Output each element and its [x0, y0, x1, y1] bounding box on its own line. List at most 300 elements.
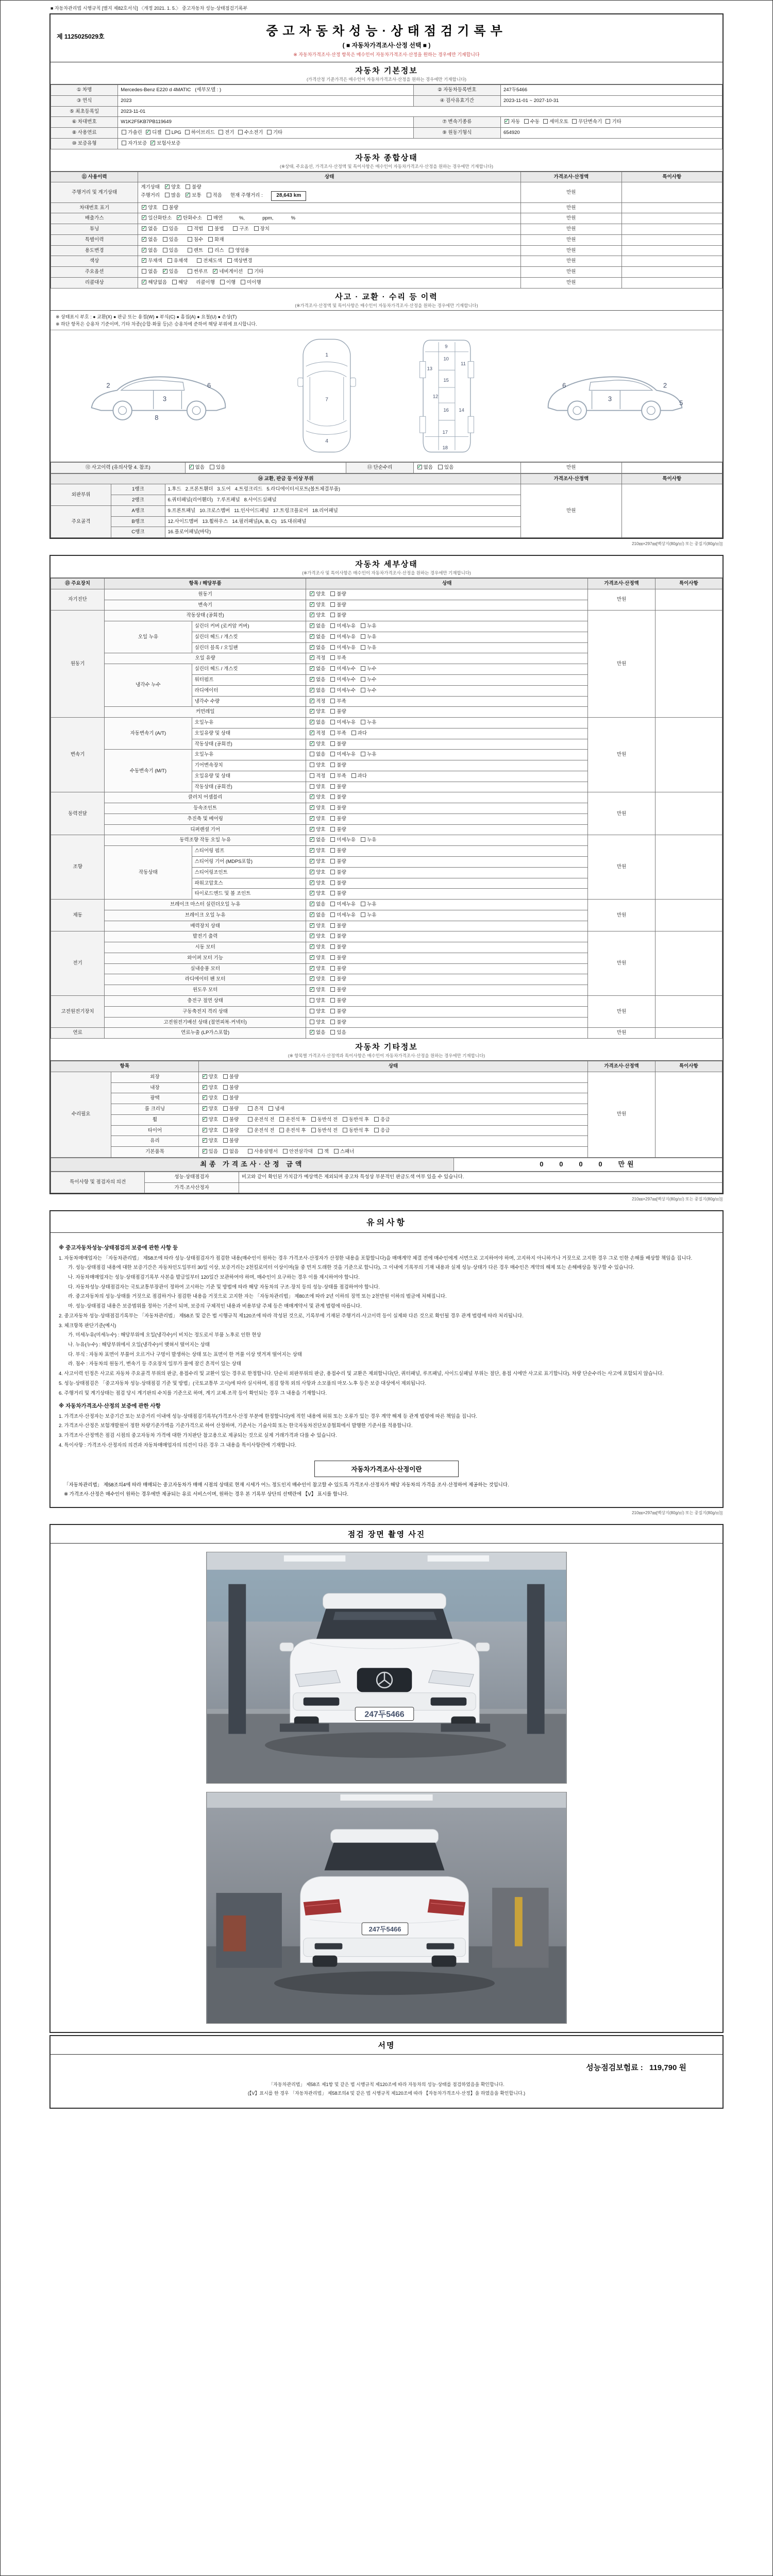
checkbox-checked-icon[interactable] — [310, 976, 314, 981]
notice-item: 6. 주행거리 및 계기상태는 점검 당시 계기판의 수치를 기준으로 하며, 계기 교체·조작 등이 확인되는 경우 그 내용을 기재합니다. — [59, 1390, 327, 1396]
status-cell[interactable]: ✓ 양호 불량 — [306, 739, 588, 750]
cell: 워터펌프 — [192, 675, 306, 686]
status-cell[interactable]: ✓ 없음 있음 렌트 리스 영업용 — [138, 245, 521, 256]
checkbox-icon[interactable] — [361, 720, 365, 724]
checkbox-icon[interactable] — [163, 205, 167, 210]
status-cell[interactable]: ✓ 없음 미세누유 누유 — [306, 835, 588, 846]
notice-heading: ※ 자동차가격조사·산정의 보증에 관한 사항 — [59, 1403, 161, 1410]
status-cell[interactable]: ✓ 양호 불량 — [306, 963, 588, 974]
status-cell[interactable]: ✓ 없음 미세누수 누수 — [306, 675, 588, 686]
status-cell[interactable]: 양호 불량 — [306, 782, 588, 792]
status-cell[interactable]: ✓ 양호 불량 — [306, 814, 588, 824]
status-cell[interactable]: 없음 미세누유 누유 — [306, 750, 588, 760]
checkbox-icon[interactable] — [330, 645, 335, 650]
checkbox-icon[interactable] — [163, 237, 167, 242]
checkbox-icon[interactable] — [188, 248, 192, 252]
checkbox-icon[interactable] — [330, 602, 335, 607]
checkbox-checked-icon[interactable] — [186, 193, 190, 197]
status-cell[interactable]: 양호 불량 — [306, 760, 588, 771]
checkbox-icon[interactable] — [330, 623, 335, 628]
checkbox-checked-icon[interactable] — [310, 955, 314, 960]
status-cell[interactable]: ✓ 양호 불량 — [306, 589, 588, 600]
cell — [621, 234, 722, 245]
checkbox-icon[interactable] — [361, 634, 365, 639]
checkbox-icon[interactable] — [210, 465, 214, 469]
status-cell[interactable]: ✓ 양호 불량 — [306, 878, 588, 889]
status-cell[interactable]: 없음 ✓있음 썬루프 ✓네비게이션 기타 — [138, 267, 521, 278]
checkbox-icon[interactable] — [330, 688, 335, 692]
checkbox-icon[interactable] — [330, 794, 335, 799]
checkbox-icon[interactable] — [248, 1149, 253, 1154]
checkbox-icon[interactable] — [330, 827, 335, 832]
checkbox-checked-icon[interactable] — [142, 205, 146, 210]
checkbox-checked-icon[interactable] — [189, 465, 194, 469]
checkbox-icon[interactable] — [165, 193, 170, 197]
checkbox-icon[interactable] — [223, 1128, 228, 1132]
notice-item: 다. 부식 : 자동차 표면이 부풀어 오르거나 구멍이 발생하는 상태 또는 표면이 한 꺼풀 이상 벗겨져 떨어지는 상태 — [68, 1351, 302, 1358]
checkbox-checked-icon[interactable] — [310, 720, 314, 724]
checkbox-icon[interactable] — [310, 998, 314, 1003]
checkbox-checked-icon[interactable] — [203, 1128, 207, 1132]
section-header-etc — [51, 1039, 722, 1061]
status-cell[interactable]: ✓ 없음 있음 — [413, 462, 520, 473]
cell: 타이로드엔드 및 볼 조인트 — [192, 889, 306, 900]
checkbox-checked-icon[interactable] — [146, 130, 150, 134]
checkbox-icon[interactable] — [330, 1009, 335, 1013]
status-cell[interactable]: ✓ 적정 부족 — [306, 653, 588, 664]
checkbox-checked-icon[interactable] — [310, 870, 314, 874]
checkbox-icon[interactable] — [361, 645, 365, 650]
checkbox-icon[interactable] — [207, 193, 211, 197]
status-cell[interactable]: ✓ 양호 불량 — [198, 1072, 588, 1082]
checkbox-checked-icon[interactable] — [310, 731, 314, 735]
checkbox-icon[interactable] — [311, 1128, 316, 1132]
checkbox-icon[interactable] — [351, 773, 356, 778]
checkbox-checked-icon[interactable] — [310, 880, 314, 885]
checkbox-icon[interactable] — [330, 848, 335, 853]
checkbox-checked-icon[interactable] — [310, 816, 314, 821]
checkbox-checked-icon[interactable] — [142, 237, 146, 242]
cell: 발전기 출력 — [105, 931, 306, 942]
status-cell[interactable]: ✓ 양호 불량 — [306, 600, 588, 611]
cell: 원동기 — [51, 611, 105, 718]
checkbox-icon[interactable] — [374, 1128, 379, 1132]
status-cell[interactable]: ✓ 없음 미세누수 누수 — [306, 685, 588, 696]
checkbox-icon[interactable] — [248, 1117, 253, 1122]
section-title-overall: 자동차 종합상태 — [355, 153, 418, 162]
checkbox-checked-icon[interactable] — [203, 1074, 207, 1079]
checkbox-icon[interactable] — [223, 1085, 228, 1090]
checkbox-icon[interactable] — [330, 976, 335, 981]
checkbox-icon[interactable] — [254, 226, 259, 231]
checkbox-checked-icon[interactable] — [163, 269, 167, 274]
status-cell[interactable]: ✓ 양호 불량 — [306, 803, 588, 814]
status-cell[interactable]: ✓ 없음 미세누유 누유 — [306, 718, 588, 728]
checkbox-checked-icon[interactable] — [142, 226, 146, 231]
checkbox-icon[interactable] — [524, 119, 529, 124]
checkbox-checked-icon[interactable] — [310, 934, 314, 938]
checkbox-checked-icon[interactable] — [310, 602, 314, 607]
checkbox-checked-icon[interactable] — [310, 944, 314, 949]
checkbox-checked-icon[interactable] — [203, 1095, 207, 1100]
checkbox-checked-icon[interactable] — [310, 837, 314, 842]
cell: 실린더 커버 (로커암 커버) — [192, 621, 306, 632]
checkbox-icon[interactable] — [188, 226, 192, 231]
cell: 수동변속기 (M/T) — [105, 750, 192, 792]
cell: 최종 가격조사·산정 금액 — [51, 1158, 454, 1171]
checkbox-checked-icon[interactable] — [142, 258, 146, 263]
section-title-sign: 서명 — [378, 2041, 395, 2050]
checkbox-checked-icon[interactable] — [177, 215, 181, 220]
lift-arm-left — [280, 1723, 329, 1732]
checkbox-icon[interactable] — [330, 731, 335, 735]
status-cell[interactable]: ✓ 양호 불량 — [306, 953, 588, 963]
checkbox-checked-icon[interactable] — [310, 623, 314, 628]
cell: 특이사항 — [655, 1061, 722, 1072]
checkbox-icon[interactable] — [318, 1149, 323, 1154]
checkbox-icon[interactable] — [188, 269, 192, 274]
checkbox-icon[interactable] — [142, 269, 146, 274]
status-cell[interactable]: ✓ 있음 없음 사용설명서 안전삼각대 잭 스패너 — [198, 1147, 588, 1158]
overall-condition — [51, 172, 722, 289]
checkbox-icon[interactable] — [208, 237, 213, 242]
checkbox-icon[interactable] — [220, 280, 225, 284]
checkbox-checked-icon[interactable] — [203, 1117, 207, 1122]
status-cell[interactable]: 계기상태 ✓양호 불량 주행거리 많음 ✓보통 적음 현재 주행거리 : 28,643 km — [138, 182, 521, 202]
checkbox-checked-icon[interactable] — [310, 699, 314, 703]
status-cell[interactable]: ✓ 양호 불량 — [306, 867, 588, 878]
checkbox-icon[interactable] — [186, 184, 190, 189]
checkbox-checked-icon[interactable] — [142, 248, 146, 252]
cell: 만원 — [588, 931, 655, 996]
status-cell[interactable]: ✓ 적정 부족 — [306, 696, 588, 707]
checkbox-icon[interactable] — [330, 773, 335, 778]
section-header-detail — [51, 556, 722, 578]
cell — [655, 1028, 722, 1039]
checkbox-checked-icon[interactable] — [310, 923, 314, 928]
status-cell[interactable]: ✓ 양호 불량 — [198, 1093, 588, 1104]
checkbox-checked-icon[interactable] — [165, 184, 170, 189]
checkbox-icon[interactable] — [330, 902, 335, 906]
status-cell[interactable]: ✓ 양호 불량 — [306, 942, 588, 953]
status-cell[interactable]: ✓ 없음 미세누유 누유 — [306, 621, 588, 632]
checkbox-icon[interactable] — [167, 258, 172, 263]
checkbox-icon[interactable] — [361, 837, 365, 842]
checkbox-icon[interactable] — [330, 591, 335, 596]
checkbox-icon[interactable] — [330, 859, 335, 863]
checkbox-checked-icon[interactable] — [310, 805, 314, 810]
checkbox-icon[interactable] — [268, 1106, 273, 1111]
checkbox-checked-icon[interactable] — [310, 859, 314, 863]
checkbox-checked-icon[interactable] — [310, 677, 314, 682]
checkbox-icon[interactable] — [343, 1117, 347, 1122]
checkbox-icon[interactable] — [310, 1020, 314, 1024]
checkbox-icon[interactable] — [267, 130, 272, 134]
status-cell[interactable]: ✓ 없음 미세누유 누유 — [306, 900, 588, 910]
checkbox-icon[interactable] — [310, 762, 314, 767]
checkbox-checked-icon[interactable] — [310, 709, 314, 714]
checkbox-icon[interactable] — [330, 784, 335, 789]
cell — [655, 900, 722, 931]
checkbox-icon[interactable] — [233, 226, 238, 231]
status-cell[interactable]: ✓ 없음 미세누수 누수 — [306, 664, 588, 675]
diagram-number: 6 — [207, 381, 211, 389]
checkbox-icon[interactable] — [330, 762, 335, 767]
status-cell[interactable]: ✓ 양호 불량 — [306, 792, 588, 803]
checkbox-icon[interactable] — [122, 130, 126, 134]
checkbox-checked-icon[interactable] — [310, 1030, 314, 1035]
checkbox-icon[interactable] — [361, 677, 365, 682]
checkbox-icon[interactable] — [330, 699, 335, 703]
checkbox-checked-icon[interactable] — [310, 912, 314, 917]
checkbox-icon[interactable] — [330, 891, 335, 895]
section-title-photos: 점검 장면 촬영 사진 — [347, 1530, 426, 1539]
cell: 만원 — [588, 611, 655, 718]
checkbox-icon[interactable] — [283, 1149, 288, 1154]
checkbox-icon[interactable] — [330, 805, 335, 810]
checkbox-checked-icon[interactable] — [310, 634, 314, 639]
checkbox-icon[interactable] — [330, 837, 335, 842]
checkbox-icon[interactable] — [330, 634, 335, 639]
status-cell[interactable]: ✓ 양호 불량 — [306, 707, 588, 718]
checkbox-checked-icon[interactable] — [310, 891, 314, 895]
checkbox-checked-icon[interactable] — [310, 666, 314, 671]
notice-body — [51, 1233, 722, 1453]
status-cell[interactable]: ✓ 없음 있음 — [306, 1028, 588, 1039]
cell: 만원 — [521, 245, 621, 256]
checkbox-icon[interactable] — [208, 226, 213, 231]
checkbox-icon[interactable] — [310, 784, 314, 789]
status-cell[interactable]: ✓ 없음 있음 — [185, 462, 346, 473]
checkbox-icon[interactable] — [343, 1128, 347, 1132]
status-cell[interactable]: ✓ 양호 불량 — [138, 202, 521, 213]
inspection-photo-rear — [206, 1792, 567, 2024]
checkbox-icon[interactable] — [279, 1128, 284, 1132]
cell: 수리필요 — [51, 1072, 111, 1157]
checkbox-icon[interactable] — [606, 119, 610, 124]
checkbox-icon[interactable] — [361, 912, 365, 917]
cell: 외판부위 — [51, 484, 111, 506]
status-cell[interactable]: ✓ 양호 불량 — [306, 846, 588, 857]
checkbox-icon[interactable] — [330, 720, 335, 724]
checkbox-checked-icon[interactable] — [310, 688, 314, 692]
checkbox-icon[interactable] — [219, 130, 223, 134]
checkbox-icon[interactable] — [351, 731, 356, 735]
diagram-number: 5 — [679, 399, 683, 407]
status-cell[interactable]: ✓ 양호 불량 — [306, 611, 588, 621]
status-cell[interactable]: ✓ 양호 불량 — [198, 1082, 588, 1093]
status-cell[interactable]: 가솔린 ✓디젤 LPG 하이브리드 전기 수소전기 기타 — [118, 128, 413, 139]
checkbox-icon[interactable] — [227, 258, 232, 263]
status-cell[interactable]: 양호 불량 — [306, 1017, 588, 1028]
checkbox-icon[interactable] — [330, 1020, 335, 1024]
status-cell[interactable]: ✓ 양호 불량 — [306, 921, 588, 931]
status-cell[interactable]: ✓ 양호 불량 — [198, 1136, 588, 1147]
checkbox-icon[interactable] — [330, 655, 335, 660]
checkbox-icon[interactable] — [334, 1149, 339, 1154]
checkbox-icon[interactable] — [543, 119, 548, 124]
checkbox-checked-icon[interactable] — [310, 794, 314, 799]
checkbox-icon[interactable] — [172, 280, 177, 284]
checkbox-icon[interactable] — [330, 987, 335, 992]
checkbox-icon[interactable] — [361, 902, 365, 906]
checkbox-icon[interactable] — [310, 752, 314, 756]
status-cell[interactable]: ✓ 양호 불량 흔적 냄새 — [198, 1104, 588, 1115]
cell: 냉각수 수량 — [192, 696, 306, 707]
status-cell[interactable]: ✓ 양호 불량 — [306, 889, 588, 900]
status-cell[interactable]: ✓ 없음 미세누유 누유 — [306, 910, 588, 921]
notice-item: 1. 가격조사·산정자는 보증기간 또는 보증거리 이내에 성능·상태점검기록부(가격조사·산정 부분에 한정합니다)에 적힌 내용에 허위 또는 오류가 있는 경우 계약 해제 등 관계 법령에 따른 책임을 집니다. — [59, 1413, 478, 1419]
checkbox-checked-icon[interactable] — [310, 645, 314, 650]
checkbox-checked-icon[interactable] — [417, 465, 422, 469]
section-header-basic — [51, 62, 722, 84]
checkbox-icon[interactable] — [330, 912, 335, 917]
status-cell[interactable]: ✓ 양호 불량 — [306, 857, 588, 868]
checkbox-icon[interactable] — [330, 709, 335, 714]
checkbox-icon[interactable] — [330, 741, 335, 746]
checkbox-icon[interactable] — [248, 1106, 253, 1111]
checkbox-icon[interactable] — [361, 752, 365, 756]
checkbox-checked-icon[interactable] — [203, 1106, 207, 1111]
checkbox-icon[interactable] — [248, 269, 253, 274]
notice-item: 다. 자동차성능·상태점검자는 국토교통부장관이 정하여 고시하는 기준 및 방법에 따라 해당 자동차의 구조·장치 등의 성능·상태를 점검하여야 합니다. — [68, 1284, 380, 1290]
checkbox-icon[interactable] — [163, 226, 167, 231]
checkbox-icon[interactable] — [330, 955, 335, 960]
status-cell[interactable]: ✓ 없음 있음 적법 불법 구조 장치 — [138, 224, 521, 235]
checkbox-checked-icon[interactable] — [310, 966, 314, 971]
checkbox-icon[interactable] — [330, 870, 335, 874]
checkbox-icon[interactable] — [438, 465, 443, 469]
checkbox-icon[interactable] — [361, 666, 365, 671]
checkbox-icon[interactable] — [238, 130, 243, 134]
document-number: 제 1125025029호 — [57, 33, 105, 40]
cell: 자동변속기 (A/T) — [105, 718, 192, 750]
checkbox-icon[interactable] — [223, 1149, 228, 1154]
detail-condition — [51, 578, 722, 1039]
checkbox-checked-icon[interactable] — [505, 119, 509, 124]
checkbox-checked-icon[interactable] — [310, 902, 314, 906]
checkbox-checked-icon[interactable] — [310, 848, 314, 853]
status-cell[interactable]: 양호 불량 — [306, 995, 588, 1006]
checkbox-icon[interactable] — [241, 280, 245, 284]
status-cell[interactable]: ✓ 양호 불량 — [306, 985, 588, 996]
checkbox-icon[interactable] — [330, 880, 335, 885]
checkbox-checked-icon[interactable] — [142, 215, 146, 220]
cell: 654920 — [500, 128, 722, 139]
checkbox-checked-icon[interactable] — [150, 141, 155, 145]
cell: ③ 연식 — [51, 95, 118, 106]
checkbox-icon[interactable] — [165, 130, 170, 134]
checkbox-icon[interactable] — [330, 752, 335, 756]
checkbox-checked-icon[interactable] — [310, 591, 314, 596]
status-cell[interactable]: 자가보증 ✓보험사보증 — [118, 138, 722, 149]
checkbox-checked-icon[interactable] — [203, 1085, 207, 1090]
status-cell[interactable]: ✓ 해당없음 해당 리콜이행 이행 미이행 — [138, 277, 521, 288]
checkbox-icon[interactable] — [197, 258, 201, 263]
status-cell[interactable]: ✓ 없음 미세누유 누유 — [306, 632, 588, 642]
status-cell[interactable]: 양호 불량 — [306, 1006, 588, 1017]
checkbox-icon[interactable] — [330, 966, 335, 971]
checkbox-checked-icon[interactable] — [213, 269, 217, 274]
status-cell[interactable]: ✓ 양호 불량 운전석 전 운전석 후 동반석 전 동반석 후 응급 — [198, 1114, 588, 1125]
checkbox-icon[interactable] — [374, 1117, 379, 1122]
status-cell[interactable]: 적정 부족 과다 — [306, 771, 588, 782]
status-cell[interactable]: ✓ 없음 있음 침수 화재 — [138, 234, 521, 245]
checkbox-icon[interactable] — [361, 688, 365, 692]
status-cell[interactable]: ✓ 양호 불량 — [306, 974, 588, 985]
status-cell[interactable]: ✓ 양호 불량 — [306, 931, 588, 942]
checkbox-icon[interactable] — [223, 1138, 228, 1143]
document-page — [49, 1, 724, 2109]
checkbox-icon[interactable] — [330, 666, 335, 671]
checkbox-icon[interactable] — [330, 1030, 335, 1035]
status-cell[interactable]: ✓ 양호 불량 — [306, 824, 588, 835]
checkbox-icon[interactable] — [188, 237, 192, 242]
checkbox-checked-icon[interactable] — [203, 1149, 207, 1154]
status-cell[interactable]: ✓ 무채색 유채색 전체도색 색상변경 — [138, 256, 521, 267]
checkbox-icon[interactable] — [163, 248, 167, 252]
document-header — [51, 14, 722, 62]
checkbox-icon[interactable] — [248, 1128, 253, 1132]
checkbox-icon[interactable] — [223, 1074, 228, 1079]
checkbox-icon[interactable] — [330, 944, 335, 949]
checkbox-icon[interactable] — [361, 623, 365, 628]
cell: 만원 — [588, 1072, 655, 1157]
checkbox-icon[interactable] — [310, 773, 314, 778]
checkbox-icon[interactable] — [207, 215, 212, 220]
inspection-insurance-fee — [51, 2055, 722, 2076]
checkbox-icon[interactable] — [311, 1117, 316, 1122]
status-cell[interactable]: ✓ 자동 수동 세미오토 무단변속기 기타 — [500, 117, 722, 128]
checkbox-icon[interactable] — [279, 1117, 284, 1122]
checkbox-icon[interactable] — [185, 130, 190, 134]
checkbox-icon[interactable] — [330, 677, 335, 682]
section-note-overall: (※상태, 주요옵션, 가격조사·산정액 및 특이사항은 매수인이 자동차가격조사·산정을 원하는 경우에만 기재합니다) — [280, 163, 493, 169]
checkbox-icon[interactable] — [330, 934, 335, 938]
checkbox-checked-icon[interactable] — [203, 1138, 207, 1143]
checkbox-checked-icon[interactable] — [310, 655, 314, 660]
section-title-detail: 자동차 세부상태 — [355, 560, 418, 569]
checkbox-icon[interactable] — [223, 1117, 228, 1122]
checkbox-checked-icon[interactable] — [310, 741, 314, 746]
cell: ⑫ 사고이력 (유의사항 4. 참조) — [51, 462, 186, 473]
section-header-accident — [51, 289, 722, 311]
checkbox-icon[interactable] — [208, 248, 213, 252]
status-cell[interactable]: ✓ 없음 미세누유 누유 — [306, 642, 588, 653]
checkbox-icon[interactable] — [330, 923, 335, 928]
checkbox-checked-icon[interactable] — [310, 987, 314, 992]
status-cell[interactable]: ✓ 양호 불량 운전석 전 운전석 후 동반석 전 동반석 후 응급 — [198, 1125, 588, 1136]
checkbox-checked-icon[interactable] — [310, 613, 314, 617]
checkbox-icon[interactable] — [122, 141, 126, 145]
checkbox-icon[interactable] — [572, 119, 577, 124]
checkbox-icon[interactable] — [310, 1009, 314, 1013]
cell — [655, 611, 722, 718]
checkbox-icon[interactable] — [229, 248, 233, 252]
cell: 기어변속장치 — [192, 760, 306, 771]
checkbox-icon[interactable] — [330, 613, 335, 617]
status-cell[interactable]: ✓ 일산화탄소 ✓탄화수소 매연 %, ppm, % — [138, 213, 521, 224]
checkbox-icon[interactable] — [223, 1095, 228, 1100]
lift-arm-right — [441, 1723, 491, 1732]
checkbox-icon[interactable] — [330, 998, 335, 1003]
checkbox-icon[interactable] — [223, 1106, 228, 1111]
status-cell[interactable]: ✓ 적정 부족 과다 — [306, 728, 588, 739]
checkbox-icon[interactable] — [330, 816, 335, 821]
checkbox-checked-icon[interactable] — [310, 827, 314, 832]
checkbox-checked-icon[interactable] — [142, 280, 146, 284]
cell: ① 차명 — [51, 85, 118, 96]
